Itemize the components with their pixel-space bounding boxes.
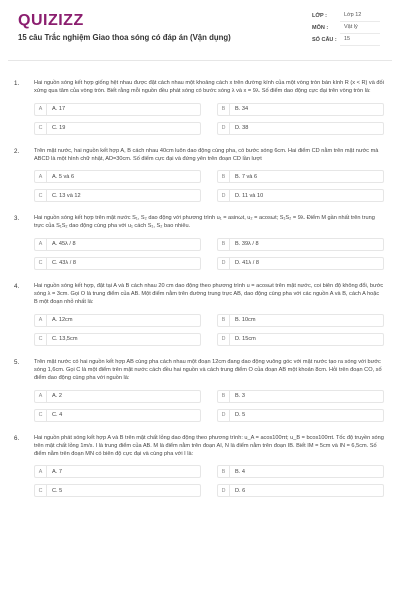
answer-text: D. 38: [235, 125, 249, 132]
answer-letter: D: [218, 258, 230, 269]
answer-grid: [34, 390, 384, 422]
meta-value: Lớp 12: [340, 10, 380, 22]
question-body: [34, 358, 384, 422]
meta-class: [312, 10, 380, 22]
page-title: 15 câu Trắc nghiệm Giao thoa sóng có đáp án (Vận dụng): [18, 33, 231, 42]
answer-letter: B: [218, 391, 230, 402]
question-number: 6.: [14, 434, 20, 442]
question-item: [14, 147, 384, 203]
question-text: Trên mặt nước có hai nguồn kết hợp AB cùng pha cách nhau một đoạn 12cm đang dao động vuông góc với mặt nước tạo ra sóng với bước sóng 1,6cm. Gọi C là một điểm trên mặt nước cách đều hai nguồn và cách trung điểm O của đoạn AB một khoản 8cm. Hỏi trên đoạn CO, số điểm dao động cùng pha với nguồn là:: [34, 358, 382, 382]
question-number: 2.: [14, 147, 20, 155]
question-item: [14, 79, 384, 135]
answer-text: B. 39λ / 8: [235, 241, 259, 248]
meta-count: [312, 34, 380, 46]
question-list: [0, 61, 400, 497]
answer-text: B. 3: [235, 393, 245, 400]
answer-option-c[interactable]: [34, 189, 201, 202]
question-body: [34, 434, 384, 498]
answer-option-d[interactable]: [217, 257, 384, 270]
header: [8, 0, 392, 61]
answer-letter: B: [218, 104, 230, 115]
meta-subject: [312, 22, 380, 34]
quizizz-logo: QUIZIZZ: [18, 12, 84, 29]
question-item: [14, 434, 384, 498]
answer-option-b[interactable]: [217, 238, 384, 251]
answer-option-a[interactable]: [34, 238, 201, 251]
answer-letter: B: [218, 315, 230, 326]
answer-option-a[interactable]: [34, 170, 201, 183]
answer-option-c[interactable]: [34, 484, 201, 497]
answer-grid: [34, 314, 384, 346]
answer-option-d[interactable]: [217, 409, 384, 422]
answer-option-c[interactable]: [34, 409, 201, 422]
answer-letter: D: [218, 410, 230, 421]
answer-text: B. 10cm: [235, 317, 256, 324]
answer-letter: B: [218, 466, 230, 477]
answer-letter: B: [218, 239, 230, 250]
answer-text: A. 7: [52, 468, 62, 475]
answer-text: A. 2: [52, 393, 62, 400]
answer-letter: C: [35, 258, 47, 269]
question-body: [34, 147, 384, 203]
answer-option-b[interactable]: [217, 465, 384, 478]
question-text: Trên mặt nước, hai nguồn kết hợp A, B cách nhau 40cm luôn dao động cùng pha, có bước sóng 6cm. Hai điểm CD nằm trên mặt nước mà ABCD là một hình chữ nhật, AD=30cm. Số điểm cực đại và đứng yên trên đoạn CD lần lượt: [34, 147, 379, 162]
question-number: 3.: [14, 215, 20, 223]
answer-text: D. 15cm: [235, 336, 256, 343]
answer-letter: A: [35, 315, 47, 326]
answer-text: C. 4: [52, 412, 63, 419]
answer-text: A. 17: [52, 106, 66, 113]
answer-letter: A: [35, 239, 47, 250]
answer-option-b[interactable]: [217, 390, 384, 403]
answer-text: A. 5 và 6: [52, 173, 75, 180]
answer-text: C. 5: [52, 487, 63, 494]
answer-text: B. 7 và 6: [235, 173, 258, 180]
answer-text: C. 43λ / 8: [52, 260, 76, 267]
answer-option-c[interactable]: [34, 122, 201, 135]
answer-letter: C: [35, 410, 47, 421]
question-text: Hai nguồn sóng kết hợp giống hệt nhau được đặt cách nhau một khoảng cách x trên đường kính của một vòng tròn bán kính R (x < R) và đối xứng qua tâm của vòng tròn. Biết rằng mỗi nguồn đều phát sóng có bước sóng λ và x = 9λ. Số điểm dao động cực đại trên vòng tròn là:: [34, 80, 384, 95]
answer-text: B. 4: [235, 468, 245, 475]
answer-letter: C: [35, 485, 47, 496]
question-item: [14, 214, 384, 270]
answer-letter: D: [218, 334, 230, 345]
answer-option-a[interactable]: [34, 314, 201, 327]
answer-option-c[interactable]: [34, 333, 201, 346]
answer-letter: C: [35, 334, 47, 345]
answer-option-a[interactable]: [34, 390, 201, 403]
answer-text: C. 13,5cm: [52, 336, 78, 343]
question-number: 1.: [14, 80, 20, 87]
meta-value: Vật lý: [340, 22, 380, 34]
answer-option-a[interactable]: [34, 465, 201, 478]
answer-option-d[interactable]: [217, 333, 384, 346]
question-text: Hai nguồn sóng kết hợp trên mặt nước S₁, S₂ dao động với phương trình u₁ = asinωt, u₂ = acosωt; S₁S₂ = 9λ. Điểm M gần nhất trên trung trực của S₁S₂ dao động cùng pha với u₁ cách S₁, S₂ bao nhiêu.: [34, 215, 375, 230]
answer-letter: D: [218, 190, 230, 201]
question-text: Hai nguồn phát sóng kết hợp A và B trên mặt chất lỏng dao động theo phương trình: u_A = acos100πt; u_B = bcos100πt. Tốc độ truyền sóng trên mặt chất lỏng 1m/s. I là trung điểm của AB. M là điểm nằm trên đoạn AI, N là điểm nằm trên đoạn IB. Biết IM = 5cm và IN = 6,5cm. Số điểm nằm trên đoạn MN có biên độ cực đại và cùng pha với I là:: [34, 434, 384, 458]
answer-option-d[interactable]: [217, 122, 384, 135]
answer-letter: B: [218, 171, 230, 182]
question-item: [14, 282, 384, 346]
answer-option-a[interactable]: [34, 103, 201, 116]
question-body: [34, 282, 384, 346]
answer-grid: [34, 103, 384, 135]
meta-info: [312, 10, 380, 46]
answer-letter: A: [35, 104, 47, 115]
answer-grid: [34, 170, 384, 202]
answer-text: A. 12cm: [52, 317, 73, 324]
answer-letter: D: [218, 123, 230, 134]
answer-letter: C: [35, 190, 47, 201]
question-item: [14, 358, 384, 422]
question-body: [34, 79, 384, 135]
answer-option-c[interactable]: [34, 257, 201, 270]
answer-text: D. 11 và 10: [235, 192, 264, 199]
answer-letter: C: [35, 123, 47, 134]
answer-text: B. 34: [235, 106, 249, 113]
answer-option-b[interactable]: [217, 170, 384, 183]
answer-option-b[interactable]: [217, 314, 384, 327]
answer-letter: D: [218, 485, 230, 496]
meta-label: SỐ CÂU :: [312, 37, 337, 43]
question-text: Hai nguồn sóng kết hợp, đặt tại A và B cách nhau 20 cm dao động theo phương trình u = acosωt trên mặt nước, coi biên độ không đổi, bước sóng λ = 3cm. Gọi O là trung điểm của AB. Một điểm nằm trên đường trung trực AB, dao động cùng pha với các nguồn A và B, cách A hoặc B một đoạn nhỏ nhất là:: [34, 282, 384, 306]
answer-option-d[interactable]: [217, 189, 384, 202]
answer-grid: [34, 238, 384, 270]
answer-letter: A: [35, 171, 47, 182]
answer-text: C. 13 và 12: [52, 192, 81, 199]
answer-text: A. 45λ / 8: [52, 241, 76, 248]
meta-value: 15: [340, 34, 380, 46]
answer-grid: [34, 465, 384, 497]
question-number: 4.: [14, 282, 20, 290]
answer-letter: A: [35, 391, 47, 402]
question-number: 5.: [14, 358, 20, 366]
answer-text: D. 41λ / 8: [235, 260, 259, 267]
answer-text: C. 19: [52, 125, 66, 132]
meta-label: MÔN :: [312, 25, 329, 31]
answer-option-d[interactable]: [217, 484, 384, 497]
answer-letter: A: [35, 466, 47, 477]
meta-label: LỚP :: [312, 13, 327, 19]
answer-text: D. 5: [235, 412, 246, 419]
answer-option-b[interactable]: [217, 103, 384, 116]
question-body: [34, 214, 384, 270]
answer-text: D. 6: [235, 487, 246, 494]
